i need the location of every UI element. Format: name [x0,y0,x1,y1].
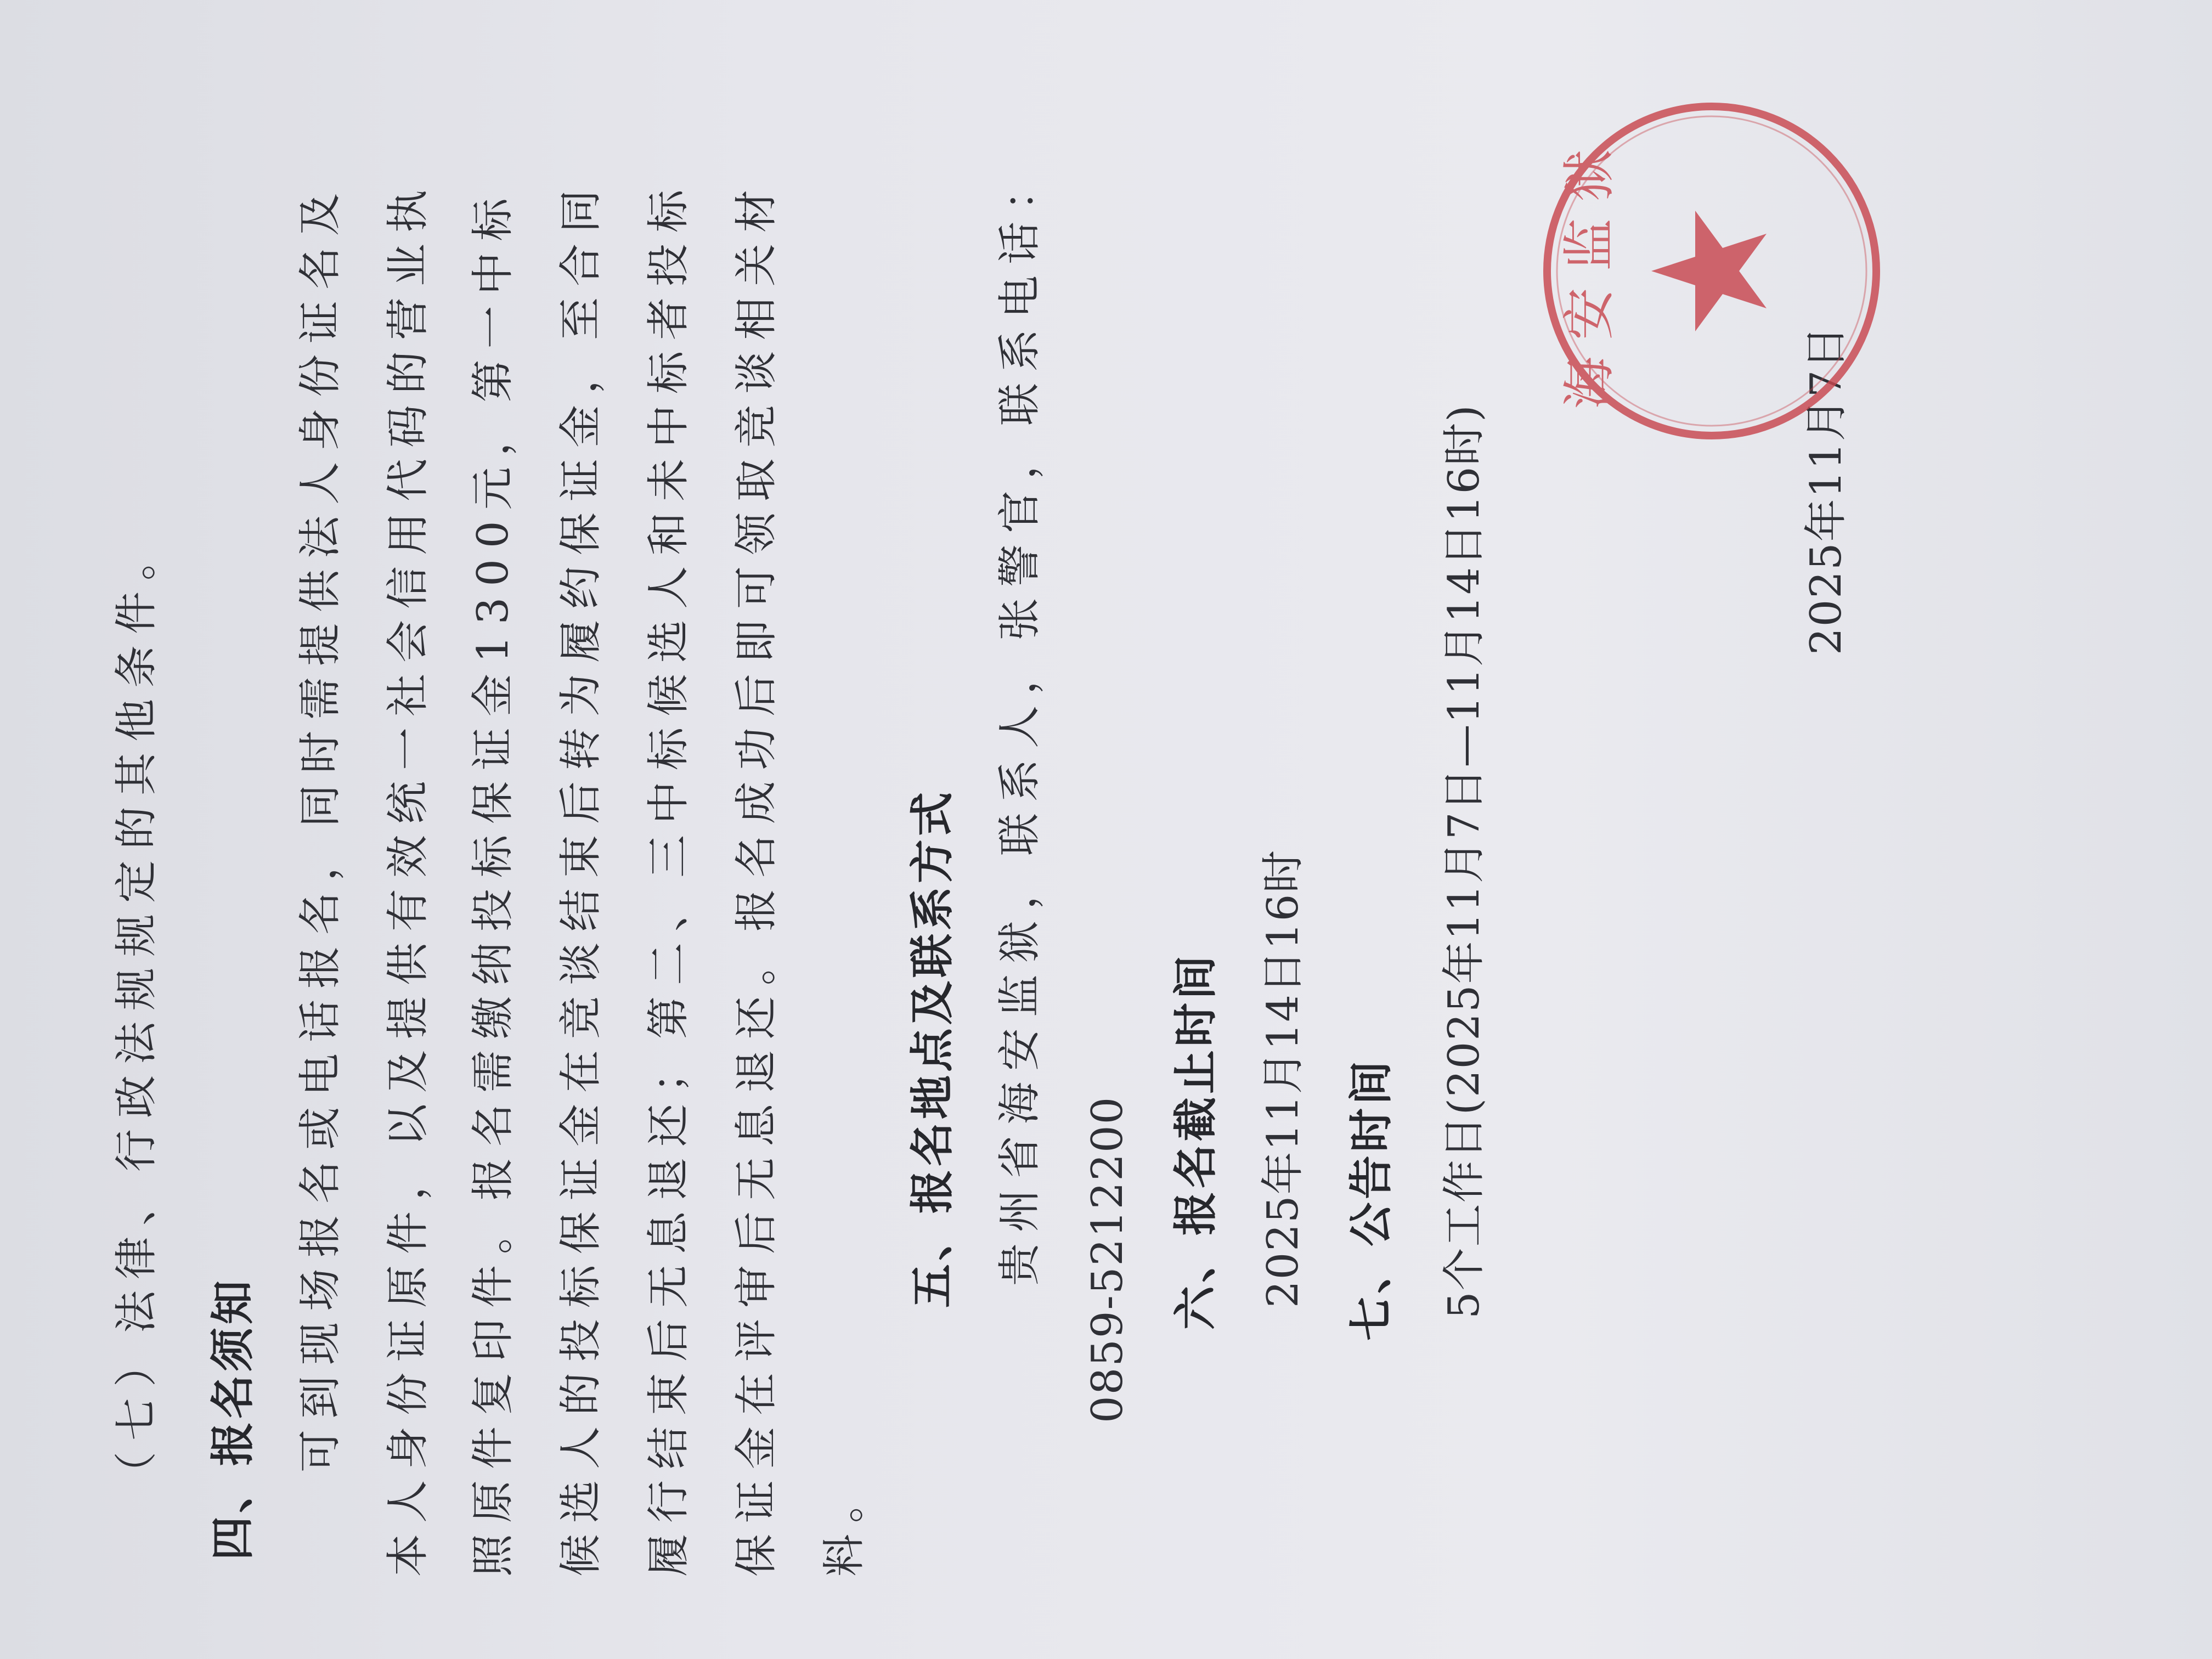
paragraph-line: 照原件复印件。报名需缴纳投标保证金1300元，第一中标 [469,187,518,1577]
official-seal-stamp [1536,95,1887,447]
section-5-heading: 五、报名地点及联系方式 [907,789,958,1308]
paragraph-line: 本人身份证原件，以及提供有效统一社会信用代码的营业执 [383,178,433,1577]
paragraph-line: 保证金在评审后无息退还。报名成功后即可领取竞谈相关材 [732,178,781,1577]
phone-number: 0859-5212200 [1083,1096,1132,1423]
deadline-line: 2025年11月14日16时 [1259,849,1308,1308]
announcement-period-line: 5个工作日(2025年11月7日—11月14日16时) [1440,404,1489,1319]
contact-line: 贵州省海安监狱，联系人，张警官，联系电话： [995,156,1045,1286]
svg-text:海安监狱: 海安监狱 [1559,133,1620,409]
paragraph-line: 料。 [820,1469,869,1577]
section-6-heading: 六、报名截止时间 [1170,952,1221,1330]
signature-date: 2025年11月7日 [1802,325,1851,655]
paragraph-line: 候选人的投标保证金在竞谈结束后转为履约保证金，至合同 [556,178,606,1577]
paragraph-line: 可到现场报名或电话报名，同时需提供法人身份证名及 [296,182,345,1472]
section-7-heading: 七、公告时间 [1346,1058,1397,1341]
paragraph-line: 履行结束后无息退还；第二、三中标候选人和未中标者投标 [644,178,693,1577]
section-4-heading: 四、报名须知 [207,1277,258,1560]
condition-7-line: （七）法律、行政法规规定的其他条件。 [112,526,161,1494]
